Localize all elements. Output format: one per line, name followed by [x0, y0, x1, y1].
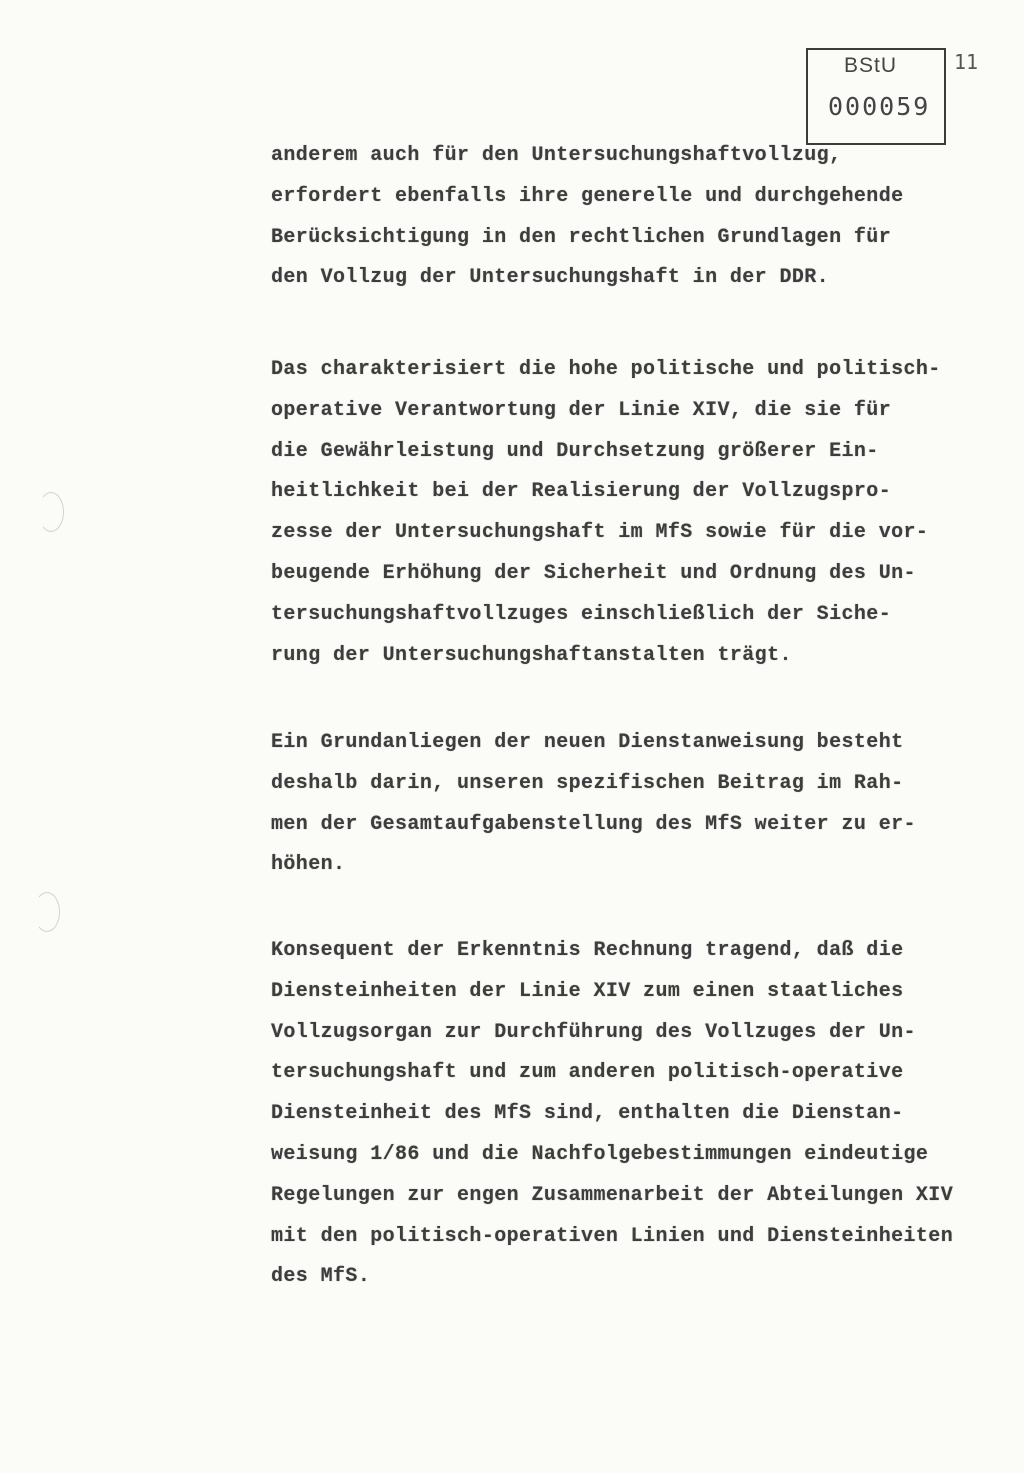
punch-hole-mark [34, 892, 60, 932]
text-line: Regelungen zur engen Zusammenarbeit der Abteilungen XIV [271, 1183, 954, 1207]
archive-stamp [806, 48, 946, 145]
text-line: tersuchungshaftvollzuges einschließlich der Siche- [271, 602, 892, 626]
text-line: rung der Untersuchungshaftanstalten trägt. [271, 643, 792, 667]
punch-hole-mark [38, 492, 64, 532]
paragraph-1 [271, 136, 971, 299]
text-line: beugende Erhöhung der Sicherheit und Ordnung des Un- [271, 561, 916, 585]
text-line: Diensteinheit des MfS sind, enthalten die Dienstan- [271, 1102, 904, 1126]
text-line: Diensteinheiten der Linie XIV zum einen staatliches [271, 979, 904, 1003]
text-line: Das charakterisiert die hohe politische und politisch- [271, 358, 941, 381]
text-line: Berücksichtigung in den rechtlichen Grundlagen für [271, 225, 892, 249]
text-line: Ein Grundanliegen der neuen Dienstanweisung besteht [271, 731, 904, 754]
text-line: höhen. [271, 853, 346, 877]
text-line: mit den politisch-operativen Linien und Diensteinheiten [271, 1224, 954, 1248]
text-line: weisung 1/86 und die Nachfolgebestimmungen eindeutige [271, 1142, 929, 1166]
text-line: die Gewährleistung und Durchsetzung größerer Ein- [271, 439, 879, 463]
text-line: men der Gesamtaufgabenstellung des MfS weiter zu er- [271, 812, 916, 836]
text-line: den Vollzug der Untersuchungshaft in der DDR. [271, 266, 830, 290]
text-line: heitlichkeit bei der Realisierung der Vollzugspro- [271, 480, 892, 504]
text-line: Vollzugsorgan zur Durchführung des Vollzuges der Un- [271, 1020, 916, 1044]
text-line: zesse der Untersuchungshaft im MfS sowie für die vor- [271, 521, 929, 545]
text-line: tersuchungshaft und zum anderen politisch-operative [271, 1061, 904, 1085]
text-line: anderem auch für den Untersuchungshaftvollzug, [271, 144, 842, 167]
text-line: des MfS. [271, 1265, 371, 1289]
paragraph-3 [271, 723, 971, 886]
paragraph-4 [271, 931, 971, 1298]
text-line: deshalb darin, unseren spezifischen Beitrag im Rah- [271, 771, 904, 795]
text-line: Konsequent der Erkenntnis Rechnung tragend, daß die [271, 939, 904, 962]
stamp-agency-label: BStU [844, 54, 898, 77]
paragraph-2 [271, 350, 971, 676]
text-line: erfordert ebenfalls ihre generelle und durchgehende [271, 184, 904, 208]
text-line: operative Verantwortung der Linie XIV, die sie für [271, 398, 892, 422]
page-number: 11 [954, 50, 979, 74]
stamp-archive-number: 000059 [828, 92, 931, 121]
